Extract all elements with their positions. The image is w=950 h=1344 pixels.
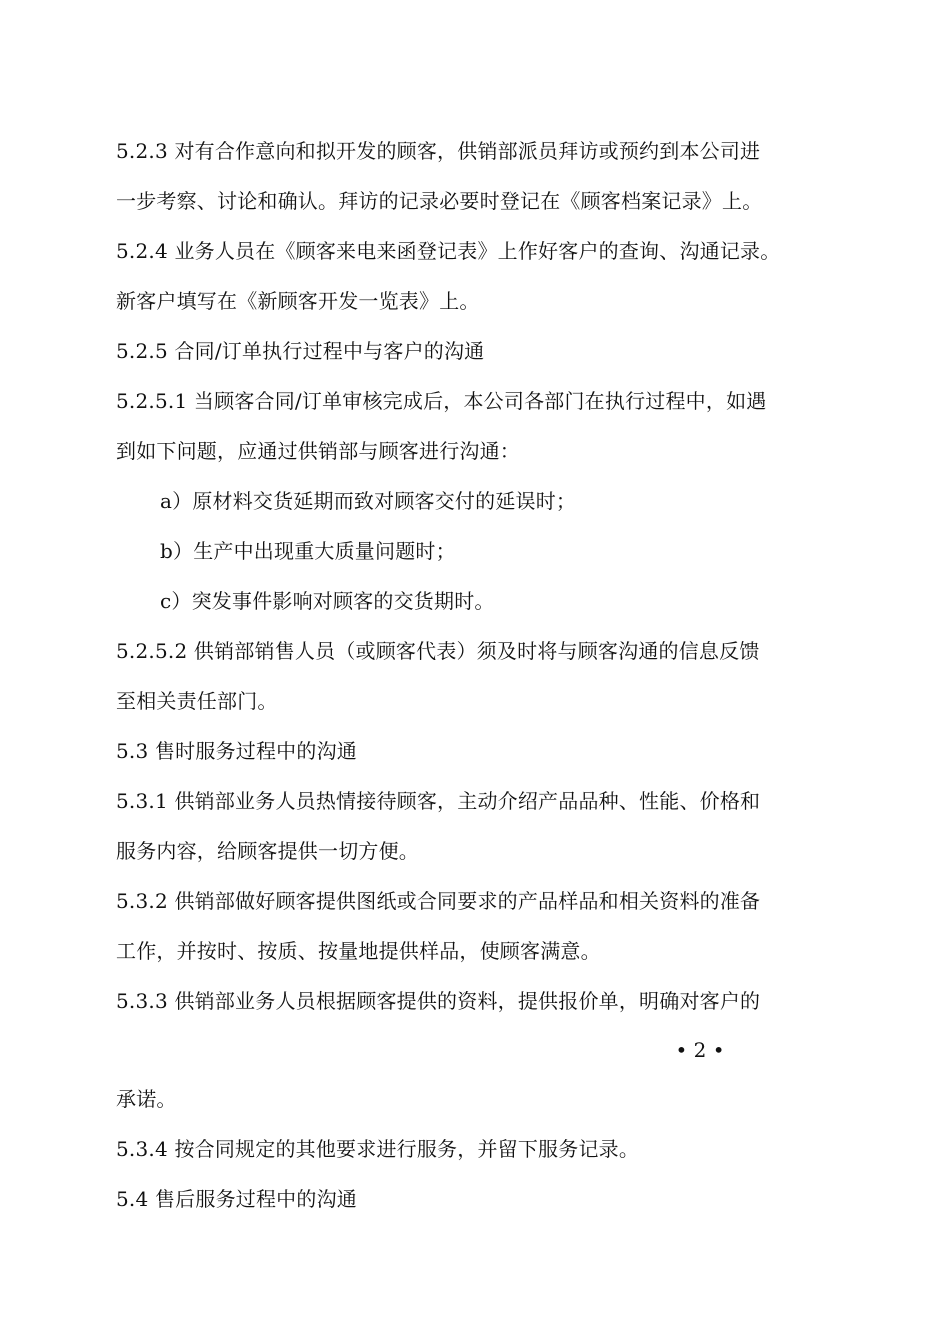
list-item-c: c）突发事件影响对顾客的交货期时。 — [160, 589, 495, 613]
text-line: 新客户填写在《新顾客开发一览表》上。 — [116, 289, 480, 313]
text-line-5-2-4: 5.2.4 业务人员在《顾客来电来函登记表》上作好客户的查询、沟通记录。 — [116, 239, 781, 263]
text-line-5-3-1: 5.3.1 供销部业务人员热情接待顾客，主动介绍产品品种、性能、价格和 — [116, 789, 761, 813]
list-item-b: b）生产中出现重大质量问题时； — [160, 539, 456, 563]
text-line-5-2-5-1: 5.2.5.1 当顾客合同/订单审核完成后，本公司各部门在执行过程中，如遇 — [116, 389, 767, 413]
text-line: 服务内容，给顾客提供一切方便。 — [116, 839, 419, 863]
text-line: 到如下问题，应通过供销部与顾客进行沟通： — [116, 439, 520, 463]
text-line: 承诺。 — [116, 1087, 177, 1111]
text-line-5-3-2: 5.3.2 供销部做好顾客提供图纸或合同要求的产品样品和相关资料的准备 — [116, 889, 761, 913]
section-heading-5-4: 5.4 售后服务过程中的沟通 — [116, 1187, 357, 1211]
text-line-5-2-5-2: 5.2.5.2 供销部销售人员（或顾客代表）须及时将与顾客沟通的信息反馈 — [116, 639, 760, 663]
text-line: 工作，并按时、按质、按量地提供样品，使顾客满意。 — [116, 939, 601, 963]
section-heading-5-2-5: 5.2.5 合同/订单执行过程中与客户的沟通 — [116, 339, 485, 363]
text-line-5-3-4: 5.3.4 按合同规定的其他要求进行服务，并留下服务记录。 — [116, 1137, 640, 1161]
text-line-5-3-3: 5.3.3 供销部业务人员根据顾客提供的资料，提供报价单，明确对客户的 — [116, 989, 761, 1013]
section-heading-5-3: 5.3 售时服务过程中的沟通 — [116, 739, 357, 763]
text-line-5-2-3: 5.2.3 对有合作意向和拟开发的顾客，供销部派员拜访或预约到本公司进 — [116, 139, 761, 163]
text-line: 一步考察、讨论和确认。拜访的记录必要时登记在《顾客档案记录》上。 — [116, 189, 763, 213]
text-line: 至相关责任部门。 — [116, 689, 278, 713]
page-number: • 2 • — [675, 1038, 725, 1062]
list-item-a: a）原材料交货延期而致对顾客交付的延误时； — [160, 489, 577, 513]
